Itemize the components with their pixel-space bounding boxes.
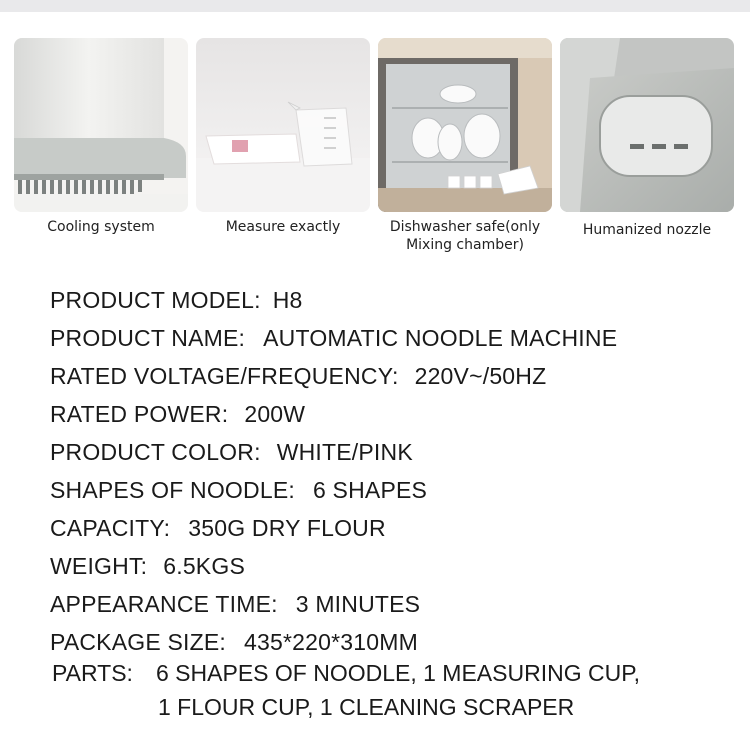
spec-value: 6 SHAPES xyxy=(312,477,428,503)
top-banner-strip xyxy=(0,0,750,12)
spec-row-product-color xyxy=(50,433,740,471)
spec-label: RATED VOLTAGE/FREQUENCY: xyxy=(50,363,399,389)
spec-row-product-name xyxy=(50,319,740,357)
feature-dishwasher-safe xyxy=(378,38,552,254)
feature-cooling-system xyxy=(14,38,188,236)
spec-value: 6.5KGS xyxy=(163,553,245,579)
feature-caption-line1: Dishwasher safe(only xyxy=(389,219,541,235)
spec-label: WEIGHT: xyxy=(50,553,148,579)
spec-row-shapes-of-noodle xyxy=(50,471,740,509)
spec-value: 200W xyxy=(244,401,306,427)
cooling-system-photo xyxy=(14,38,188,212)
nozzle-photo xyxy=(560,38,734,212)
feature-caption: Cooling system xyxy=(47,219,155,235)
spec-value: AUTOMATIC NOODLE MACHINE xyxy=(263,325,618,351)
dishwasher-photo xyxy=(378,38,552,212)
spec-value: 6 SHAPES OF NOODLE, 1 MEASURING CUP, xyxy=(156,660,640,686)
spec-label: PRODUCT NAME: xyxy=(50,325,246,351)
spec-row-appearance-time xyxy=(50,585,740,623)
spec-row-capacity xyxy=(50,509,740,547)
spec-label: CAPACITY: xyxy=(50,515,171,541)
spec-label: APPEARANCE TIME: xyxy=(50,591,278,617)
parts-line-2: 1 FLOUR CUP, 1 CLEANING SCRAPER xyxy=(158,694,575,720)
spec-value: 3 MINUTES xyxy=(295,591,421,617)
spec-row-rated-power xyxy=(50,395,740,433)
specifications-list xyxy=(50,281,740,661)
spec-label: PRODUCT MODEL: xyxy=(50,287,261,313)
spec-row-parts xyxy=(52,656,742,724)
spec-value: 220V~/50HZ xyxy=(414,363,547,389)
feature-measure-exactly xyxy=(196,38,370,236)
parts-line-1 xyxy=(52,656,742,690)
spec-value: WHITE/PINK xyxy=(276,439,413,465)
spec-row-product-model xyxy=(50,281,740,319)
spec-label: RATED POWER: xyxy=(50,401,229,427)
spec-value: H8 xyxy=(272,287,303,313)
spec-label: PARTS: xyxy=(52,660,133,686)
measuring-cups-photo xyxy=(196,38,370,212)
feature-caption: Measure exactly xyxy=(225,219,341,235)
spec-label: PRODUCT COLOR: xyxy=(50,439,261,465)
spec-row-rated-voltage xyxy=(50,357,740,395)
feature-humanized-nozzle xyxy=(560,38,734,239)
spec-value: 435*220*310MM xyxy=(244,629,418,655)
feature-caption: Humanized nozzle xyxy=(582,222,712,238)
spec-value: 350G DRY FLOUR xyxy=(188,515,386,541)
feature-caption xyxy=(378,218,552,254)
spec-label: PACKAGE SIZE: xyxy=(50,629,226,655)
spec-row-weight xyxy=(50,547,740,585)
spec-label: SHAPES OF NOODLE: xyxy=(50,477,295,503)
feature-caption-line2: Mixing chamber) xyxy=(406,237,524,253)
